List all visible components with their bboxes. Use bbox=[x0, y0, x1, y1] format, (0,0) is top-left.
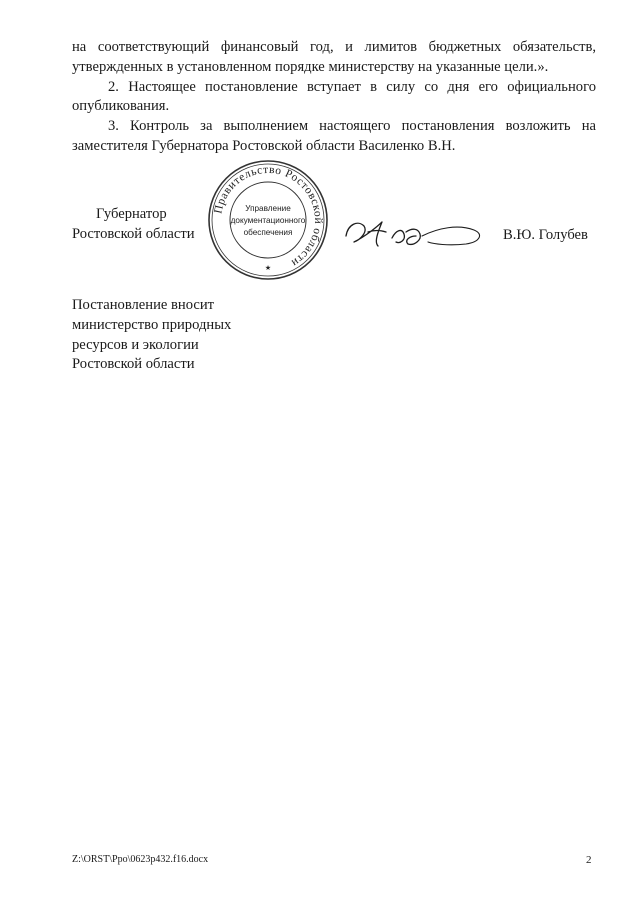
official-seal bbox=[206, 158, 330, 282]
note-line2: министерство природных bbox=[72, 316, 232, 333]
submitting-authority-note bbox=[72, 296, 231, 375]
signatory-name: В.Ю. Голубев bbox=[503, 227, 588, 243]
document-body bbox=[72, 38, 596, 157]
seal-center-line3: обеспечения bbox=[243, 228, 293, 237]
signatory-title bbox=[72, 205, 195, 245]
signatory-title-line2: Ростовской области bbox=[72, 225, 195, 242]
footer-file-path: Z:\ORST\Ppo\0623p432.f16.docx bbox=[72, 854, 209, 865]
handwritten-signature bbox=[338, 206, 488, 256]
paragraph-control: 3. Контроль за выполнением настоящего постановления возложить на заместителя Губернатора Ростовской области Василенко В.Н. bbox=[72, 118, 596, 154]
signatory-title-line1: Губернатор bbox=[96, 206, 167, 222]
seal-ring-text: Правительство Ростовской области bbox=[212, 163, 325, 270]
paragraph-effective-date: 2. Настоящее постановление вступает в силу со дня его официального опубликования. bbox=[72, 78, 596, 115]
note-line1: Постановление вносит bbox=[72, 297, 215, 313]
seal-center-line2: документационного bbox=[230, 216, 306, 225]
footer-page-number: 2 bbox=[586, 854, 592, 866]
seal-center-line1: Управление bbox=[245, 204, 291, 213]
paragraph-continuation: на соответствующий финансовый год, и лимитов бюджетных обязательств, утвержденных в установленном порядке министерству на указанные цели.». bbox=[72, 39, 596, 75]
seal-star-icon: ★ bbox=[264, 264, 272, 272]
note-line3: ресурсов и экологии bbox=[72, 336, 199, 353]
note-line4: Ростовской области bbox=[72, 356, 195, 373]
